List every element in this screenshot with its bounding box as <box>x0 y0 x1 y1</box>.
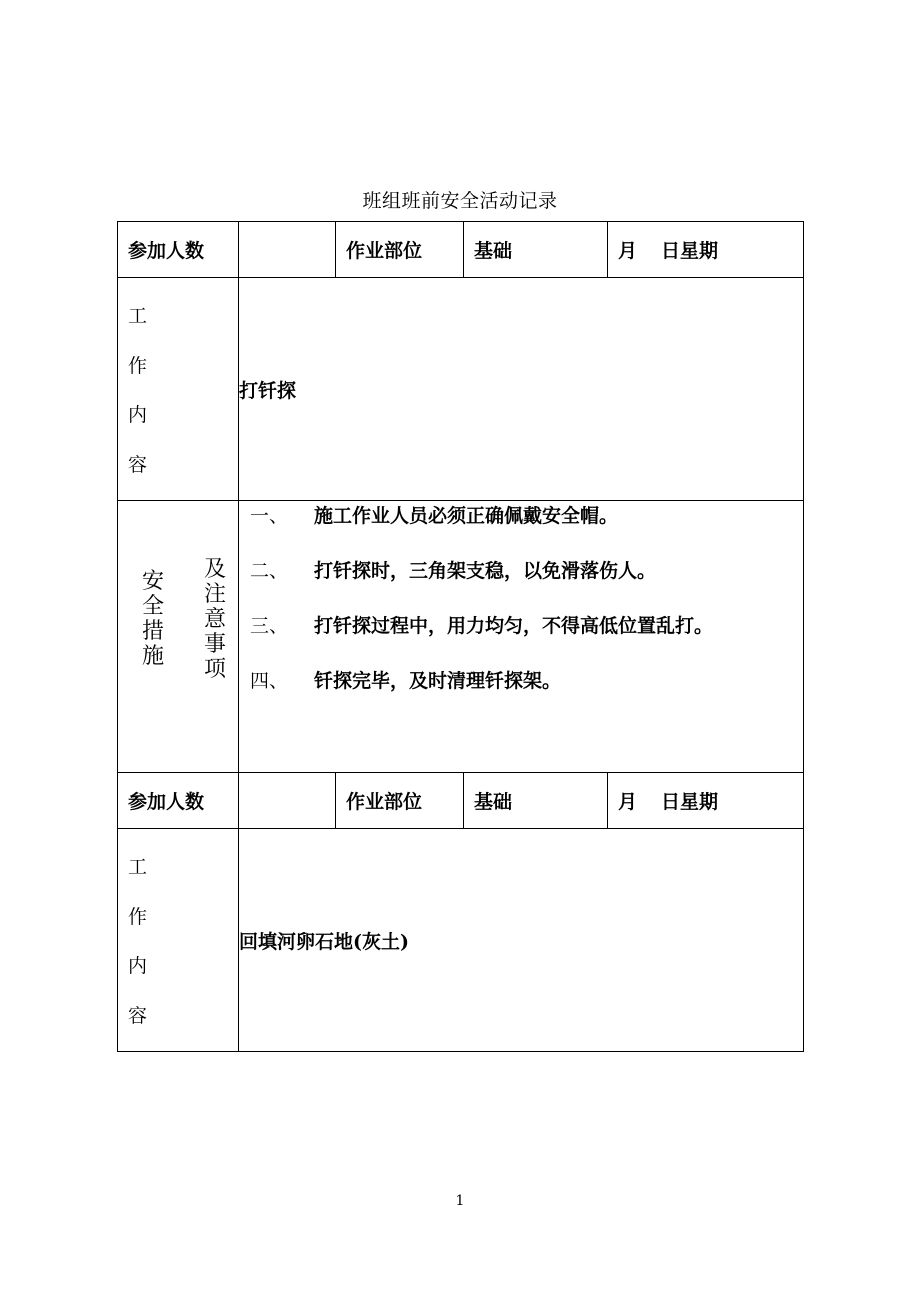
participants-value[interactable] <box>239 222 336 278</box>
item-number: 四、 <box>250 670 289 692</box>
work-content-label-2 <box>118 829 239 1052</box>
header-row-2 <box>118 773 804 829</box>
item-text: 打钎探过程中，用力均匀，不得高低位置乱打。 <box>314 615 714 637</box>
document-title: 班组班前安全活动记录 <box>362 190 558 212</box>
safety-item <box>239 611 803 666</box>
work-label-char: 内 <box>128 955 148 978</box>
safety-items <box>239 501 804 773</box>
work-label-char: 容 <box>128 1004 148 1027</box>
safety-label-char: 安 <box>142 569 165 594</box>
location-label-2: 作业部位 <box>336 773 464 829</box>
safety-label-col1 <box>142 569 164 669</box>
page-number: 1 <box>455 1193 465 1209</box>
safety-label-char: 事 <box>204 632 227 657</box>
location-label: 作业部位 <box>336 222 464 278</box>
weekday-label-2: 日星期 <box>661 791 719 813</box>
work-label-char: 工 <box>128 305 148 327</box>
participants-label: 参加人数 <box>118 222 239 278</box>
location-value-2: 基础 <box>464 773 608 829</box>
work-label-char: 作 <box>128 354 148 377</box>
month-label-2: 月 <box>618 791 638 813</box>
month-label: 月 <box>618 240 638 262</box>
work-content-text: 打钎探 <box>239 379 297 402</box>
participants-value-2[interactable] <box>239 773 336 829</box>
safety-label-char: 项 <box>204 657 227 682</box>
safety-label-char: 措 <box>142 619 165 644</box>
work-label-char: 工 <box>128 856 148 878</box>
safety-item <box>239 501 803 556</box>
work-content-row <box>118 278 804 501</box>
safety-row <box>118 501 804 773</box>
header-row <box>118 222 804 278</box>
date-cell <box>608 222 804 278</box>
date-cell-2 <box>608 773 804 829</box>
participants-label-2: 参加人数 <box>118 773 239 829</box>
work-label-char: 作 <box>128 905 148 928</box>
safety-item <box>239 666 803 721</box>
safety-label-char: 意 <box>204 607 227 632</box>
safety-label-char: 注 <box>204 582 227 607</box>
work-label-char: 容 <box>128 453 148 476</box>
item-text: 钎探完毕，及时清理钎探架。 <box>314 670 562 692</box>
work-content-value <box>239 278 804 501</box>
safety-label-char: 施 <box>142 644 165 669</box>
safety-record-table <box>117 221 804 1052</box>
safety-label-char: 及 <box>204 557 227 582</box>
work-content-value-2 <box>239 829 804 1052</box>
item-number: 二、 <box>250 560 289 582</box>
item-text: 打钎探时，三角架支稳，以免滑落伤人。 <box>314 560 657 582</box>
item-text: 施工作业人员必须正确佩戴安全帽。 <box>314 505 619 527</box>
item-number: 三、 <box>250 615 289 637</box>
weekday-label: 日星期 <box>661 240 719 262</box>
work-content-row-2 <box>118 829 804 1052</box>
work-content-label <box>118 278 239 501</box>
item-number: 一、 <box>250 505 289 527</box>
safety-label-col2 <box>204 557 226 682</box>
work-content-text-2: 回填河卵石地(灰土) <box>239 930 409 953</box>
location-value: 基础 <box>464 222 608 278</box>
safety-measures-label <box>118 501 239 773</box>
safety-item <box>239 556 803 611</box>
work-label-char: 内 <box>128 404 148 427</box>
safety-label-char: 全 <box>142 594 165 619</box>
